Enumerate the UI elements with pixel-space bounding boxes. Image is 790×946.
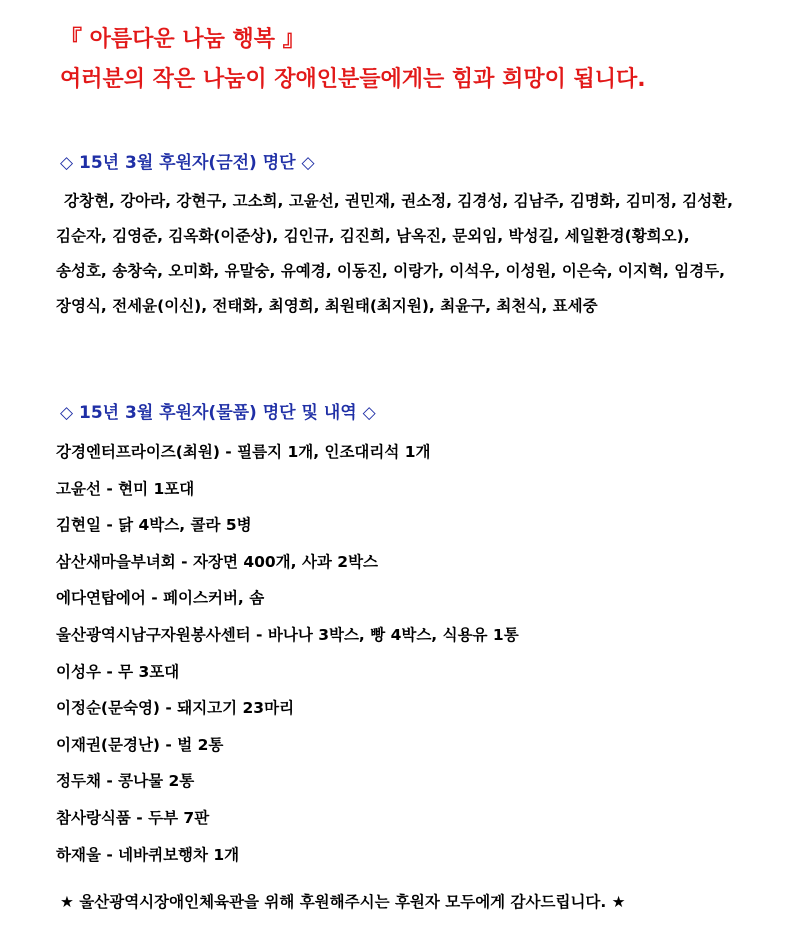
goods-donor-item: 김현일 - 닭 4박스, 콜라 5병 xyxy=(56,516,252,535)
page-title: 『 아름다운 나눔 행복 』 xyxy=(60,27,305,52)
goods-donor-item: 울산광역시남구자원봉사센터 - 바나나 3박스, 빵 4박스, 식용유 1통 xyxy=(56,625,519,644)
goods-donors-list xyxy=(56,434,756,873)
goods-donor-item: 이성우 - 무 3포대 xyxy=(56,662,180,681)
goods-donor-item: 하재울 - 네바퀴보행차 1개 xyxy=(56,845,240,864)
cash-donors-heading: ◇ 15년 3월 후원자(금전) 명단 ◇ xyxy=(60,153,315,173)
goods-donors-heading: ◇ 15년 3월 후원자(물품) 명단 및 내역 ◇ xyxy=(60,403,376,423)
cash-donors-list: 강창현, 강아라, 강현구, 고소희, 고윤선, 권민재, 권소정, 김경성, 김남주, 김명화, 김미정, 김성환, 김순자, 김영준, 김옥화(이준상), 김인규, 김진희, 남옥진, 문외임, 박성길, 세일환경(황희오), 송성호, 송창숙, 오미화, 유말숭, 유예경, 이동진, 이랑가, 이석우, 이성원, 이은숙, 이지혁, 임경두, 장영식, 전세윤(이신), 전태화, 최영희, 최원태(최지원), 최윤구, 최천식, 표세중 xyxy=(56,192,734,315)
goods-donor-item: 강경엔터프라이즈(최원) - 필름지 1개, 인조대리석 1개 xyxy=(56,443,431,461)
goods-donor-item: 고윤선 - 현미 1포대 xyxy=(56,479,195,498)
goods-donor-item: 이재권(문경난) - 벌 2통 xyxy=(56,735,224,754)
goods-donor-item: 참사랑식품 - 두부 7판 xyxy=(56,808,210,827)
thank-you-footer: ★ 울산광역시장애인체육관을 위해 후원해주시는 후원자 모두에게 감사드립니다. ★ xyxy=(60,893,626,911)
goods-donor-item: 에다연탑에어 - 페이스커버, 솜 xyxy=(56,589,265,608)
page-subtitle: 여러분의 작은 나눔이 장애인분들에게는 힘과 희망이 됩니다. xyxy=(60,67,646,92)
goods-donor-item: 이정순(문숙영) - 돼지고기 23마리 xyxy=(56,699,295,718)
goods-donor-item: 삼산새마을부녀회 - 자장면 400개, 사과 2박스 xyxy=(56,552,379,571)
goods-donor-item: 정두채 - 콩나물 2통 xyxy=(56,772,195,791)
